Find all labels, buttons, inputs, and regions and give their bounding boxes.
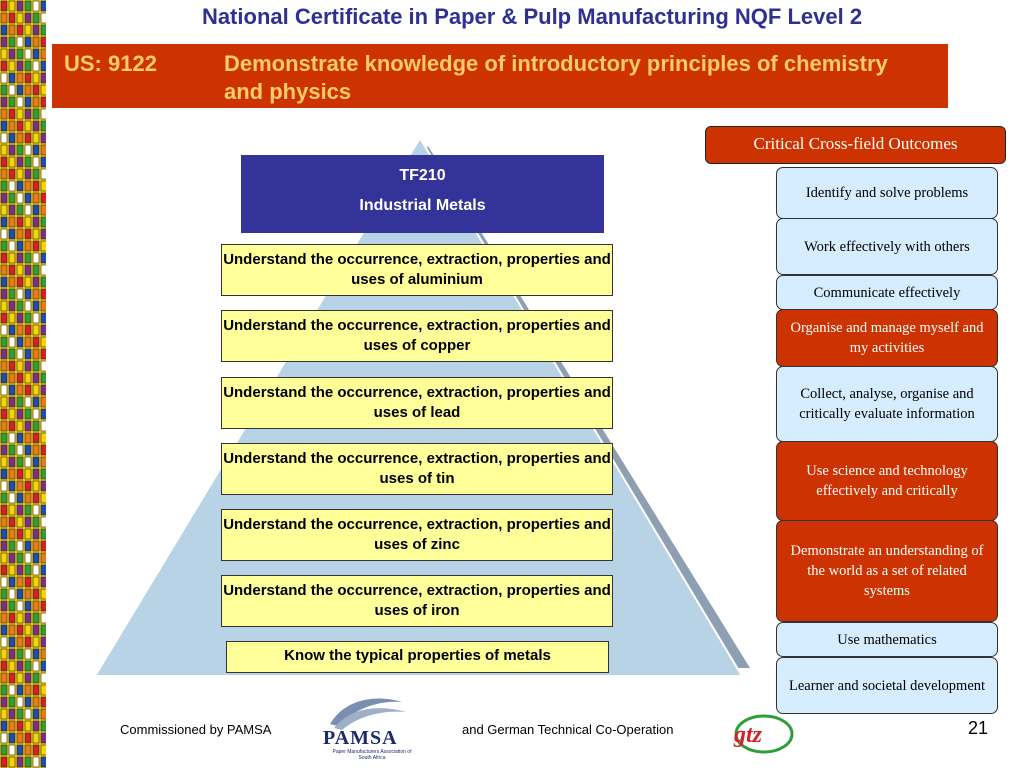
ccf-item: Use science and technology effectively and critically bbox=[776, 441, 998, 521]
ccf-item: Work effectively with others bbox=[776, 218, 998, 275]
ccf-item: Collect, analyse, organise and critically evaluate information bbox=[776, 366, 998, 442]
ccf-item: Identify and solve problems bbox=[776, 167, 998, 219]
outcome-lead: Understand the occurrence, extraction, properties and uses of lead bbox=[221, 377, 613, 429]
outcome-copper: Understand the occurrence, extraction, properties and uses of copper bbox=[221, 310, 613, 362]
outcome-tin: Understand the occurrence, extraction, properties and uses of tin bbox=[221, 443, 613, 495]
pamsa-logo-text: PAMSA bbox=[323, 727, 398, 749]
outcome-iron: Understand the occurrence, extraction, properties and uses of iron bbox=[221, 575, 613, 627]
outcome-zinc: Understand the occurrence, extraction, properties and uses of zinc bbox=[221, 509, 613, 561]
ccf-item: Demonstrate an understanding of the world as a set of related systems bbox=[776, 520, 998, 622]
ccf-item: Organise and manage myself and my activities bbox=[776, 309, 998, 367]
ccf-header: Critical Cross-field Outcomes bbox=[705, 126, 1006, 164]
outcome-aluminium: Understand the occurrence, extraction, properties and uses of aluminium bbox=[221, 244, 613, 296]
pamsa-logo-subtext: Paper Manufacturers Association of South Africa bbox=[332, 749, 412, 761]
cooperation-text: and German Technical Co-Operation bbox=[462, 722, 674, 737]
gtz-logo-icon bbox=[724, 712, 796, 756]
ccf-item: Use mathematics bbox=[776, 622, 998, 657]
topic-box bbox=[241, 155, 604, 233]
page-number: 21 bbox=[968, 718, 989, 738]
commissioned-text: Commissioned by PAMSA bbox=[120, 722, 272, 737]
unit-title: Demonstrate knowledge of introductory principles of chemistry and physics bbox=[224, 51, 888, 104]
page-title: National Certificate in Paper & Pulp Manufacturing NQF Level 2 bbox=[201, 4, 863, 29]
unit-code: US: 9122 bbox=[64, 51, 157, 76]
ccf-item: Communicate effectively bbox=[776, 275, 998, 310]
gtz-logo-text: gtz bbox=[734, 722, 763, 748]
topic-name: Industrial Metals bbox=[359, 197, 486, 214]
ccf-item: Learner and societal development bbox=[776, 657, 998, 714]
outcome-metal-properties: Know the typical properties of metals bbox=[226, 641, 609, 673]
topic-code: TF210 bbox=[399, 167, 446, 184]
